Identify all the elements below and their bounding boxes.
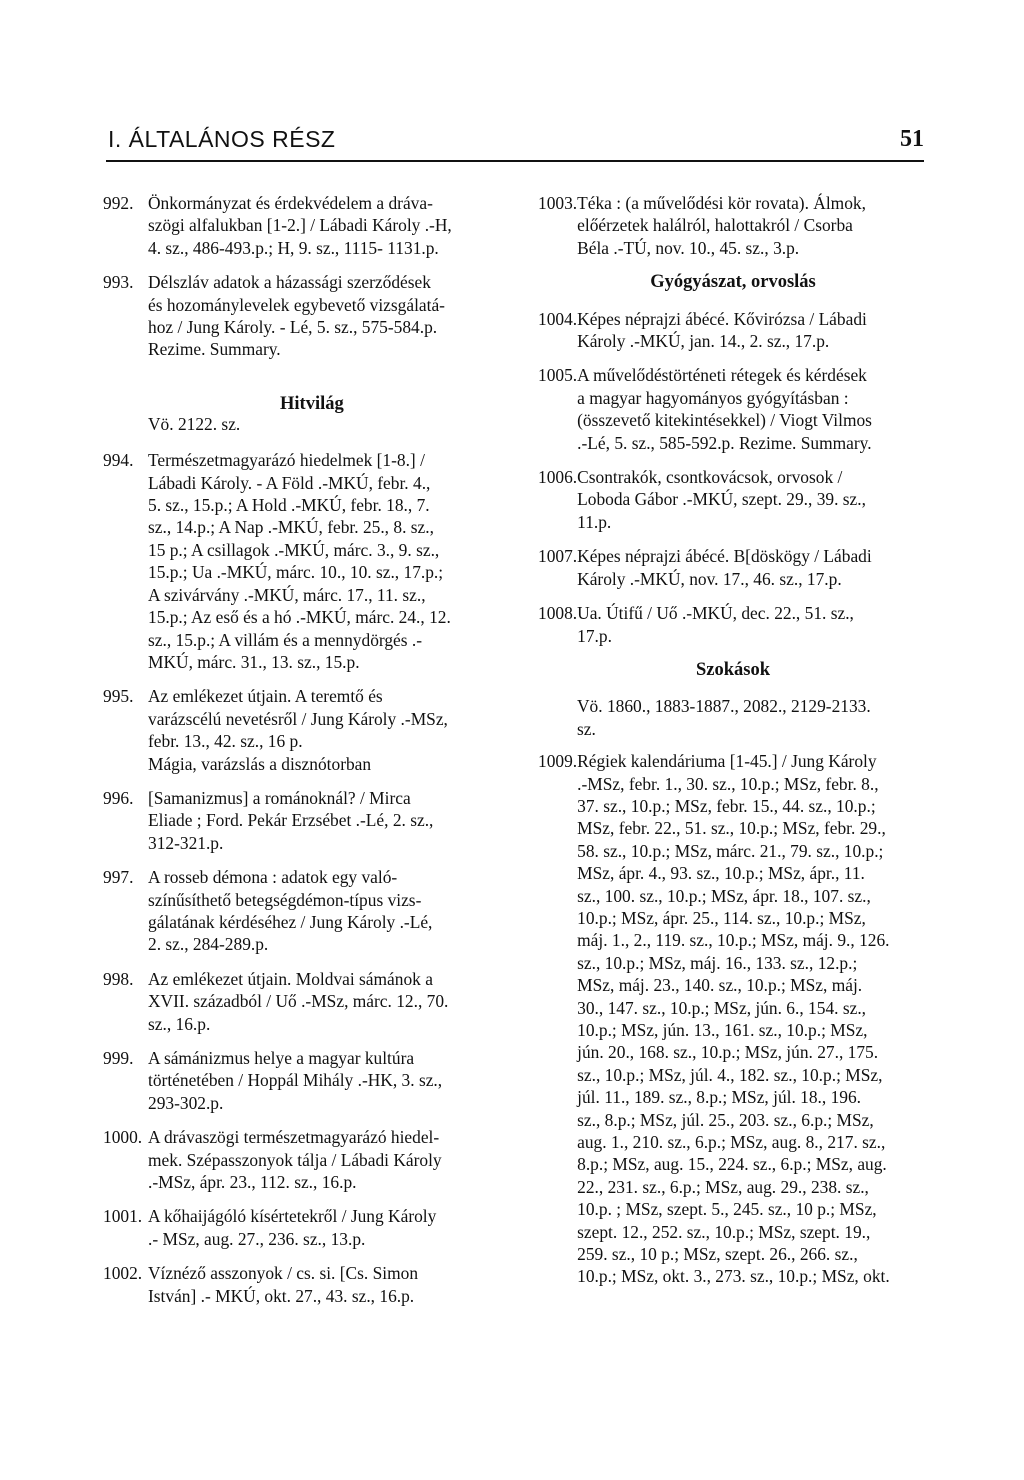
entry-number: 995. xyxy=(103,686,134,707)
entry-line: 22., 231. sz., 6.p.; MSz, aug. 29., 238. sz., xyxy=(577,1176,869,1197)
entry-line: sz., 100. sz., 10.p.; MSz, ápr. 18., 107. sz., xyxy=(577,885,871,906)
entry-number: 994. xyxy=(103,450,134,471)
entry-line: júl. 11., 189. sz., 8.p.; MSz, júl. 18., 196. xyxy=(577,1087,862,1108)
entry-number: 1001. xyxy=(103,1206,143,1227)
entry-line: 15.p.; Ua .-MKÚ, márc. 10., 10. sz., 17.p.; xyxy=(148,562,444,583)
entry-line: Képes néprajzi ábécé. B[döskögy / Lábadi xyxy=(577,546,872,567)
entry-number: 1005. xyxy=(538,365,578,386)
entry-1000 xyxy=(103,1126,511,1193)
entry-line: Régiek kalendáriuma [1-45.] / Jung Károly xyxy=(577,751,877,772)
entry-text xyxy=(148,685,511,775)
entry-line: Eliade ; Ford. Pekár Erzsébet .-Lé, 2. sz., xyxy=(148,810,434,831)
entry-line: XVII. századból / Uő .-MSz, márc. 12., 70. xyxy=(148,991,449,1012)
entry-995 xyxy=(103,685,511,775)
right-column xyxy=(538,192,928,1300)
entry-text xyxy=(148,449,511,673)
entry-line: 312-321.p. xyxy=(148,832,224,853)
entry-number: 998. xyxy=(103,968,134,989)
left-column xyxy=(103,192,511,1319)
entry-text xyxy=(148,192,511,259)
entry-1006 xyxy=(538,466,928,533)
entry-text xyxy=(577,602,928,647)
entry-line: MKÚ, márc. 31., 13. sz., 15.p. xyxy=(148,651,360,672)
entry-text xyxy=(577,545,928,590)
entry-line: Lábadi Károly. - A Föld .-MKÚ, febr. 4., xyxy=(148,472,431,493)
entry-line: 293-302.p. xyxy=(148,1092,224,1113)
entry-1001 xyxy=(103,1205,511,1250)
entry-line: 5. sz., 15.p.; A Hold .-MKÚ, febr. 18., 7. xyxy=(148,495,430,516)
entry-line: (összevető kitekintésekkel) / Viogt Vilmos xyxy=(577,410,872,431)
entry-text xyxy=(148,271,511,361)
entry-text xyxy=(577,364,928,454)
entry-line: Téka : (a művelődési kör rovata). Álmok, xyxy=(577,193,866,213)
entry-line: .-MSz, ápr. 23., 112. sz., 16.p. xyxy=(148,1172,357,1193)
entry-line: színűsíthető betegségdémon-típus vizs- xyxy=(148,889,422,910)
entry-line: .-Lé, 5. sz., 585-592.p. Rezime. Summary. xyxy=(577,432,872,453)
entry-line: Víznéző asszonyok / cs. si. [Cs. Simon xyxy=(148,1263,419,1284)
section-title: I. ÁLTALÁNOS RÉSZ xyxy=(108,126,336,152)
entry-1003 xyxy=(538,192,928,259)
cross-reference-line: Vö. 1860., 1883-1887., 2082., 2129-2133. xyxy=(577,696,871,717)
entry-line: sz., 8.p.; MSz, júl. 25., 203. sz., 6.p.; MSz, xyxy=(577,1109,874,1130)
entry-line: 15.p.; Az eső és a hó .-MKÚ, márc. 24., 12. xyxy=(148,607,451,628)
entry-line: Mágia, varázslás a disznótorban xyxy=(148,753,372,774)
cross-reference-line: sz. xyxy=(577,718,596,739)
entry-number: 1009. xyxy=(538,751,578,772)
entry-line: sz., 14.p.; A Nap .-MKÚ, febr. 25., 8. sz., xyxy=(148,517,434,538)
entry-text xyxy=(577,466,928,533)
entry-999 xyxy=(103,1047,511,1114)
entry-line: 37. sz., 10.p.; MSz, febr. 15., 44. sz., 10.p.; xyxy=(577,795,876,816)
entry-line: Délszláv adatok a házassági szerződések xyxy=(148,272,431,293)
entry-line: MSz, ápr. 4., 93. sz., 10.p.; MSz, ápr., 11. xyxy=(577,863,865,884)
section-heading-szokasok: Szokások xyxy=(695,659,771,680)
entry-number: 992. xyxy=(103,193,134,213)
entry-line: Károly .-MKÚ, nov. 17., 46. sz., 17.p. xyxy=(577,568,842,589)
entry-1007 xyxy=(538,545,928,590)
entry-line: Az emlékezet útjain. A teremtő és xyxy=(148,686,383,707)
entry-text xyxy=(148,1262,511,1307)
entry-line: Rezime. Summary. xyxy=(148,339,281,360)
cross-reference xyxy=(538,695,928,740)
entry-1002 xyxy=(103,1262,511,1307)
entry-number: 1006. xyxy=(538,467,578,488)
entry-text xyxy=(577,308,928,353)
entry-line: Loboda Gábor .-MKÚ, szept. 29., 39. sz., xyxy=(577,489,866,510)
entry-line: Ua. Útifű / Uő .-MKÚ, dec. 22., 51. sz., xyxy=(577,603,854,624)
entry-line: febr. 13., 42. sz., 16 p. xyxy=(148,731,303,752)
section-heading-hitvilag: Hitvilág xyxy=(280,394,344,414)
entry-line: gálatának kérdéséhez / Jung Károly .-Lé, xyxy=(148,911,433,932)
page-number: 51 xyxy=(900,126,924,152)
entry-number: 993. xyxy=(103,272,134,293)
entry-number: 999. xyxy=(103,1048,134,1068)
entry-line: A szivárvány .-MKÚ, márc. 17., 11. sz., xyxy=(148,584,426,605)
entry-line: .- MSz, aug. 27., 236. sz., 13.p. xyxy=(148,1228,366,1249)
entry-line: 4. sz., 486-493.p.; H, 9. sz., 1115- 1131.p. xyxy=(148,237,439,258)
entry-text xyxy=(148,866,511,956)
entry-992 xyxy=(103,192,511,259)
section-heading-gyogyaszat: Gyógyászat, orvoslás xyxy=(650,272,816,293)
entry-line: máj. 1., 2., 119. sz., 10.p.; MSz, máj. 9., 126. xyxy=(577,930,890,951)
entry-text xyxy=(148,1047,511,1114)
entry-text xyxy=(148,787,511,854)
entry-number: 1003. xyxy=(538,193,578,213)
page-header xyxy=(108,126,924,162)
entry-line: 10.p.; MSz, jún. 13., 161. sz., 10.p.; MSz, xyxy=(577,1020,868,1040)
entry-text xyxy=(577,192,928,259)
entry-line: szögi alfalukban [1-2.] / Lábadi Károly .-H, xyxy=(148,215,452,236)
entry-line: 17.p. xyxy=(577,625,612,646)
entry-line: varázscélú nevetésről / Jung Károly .-MSz, xyxy=(148,708,448,729)
entry-line: A drávaszögi természetmagyarázó hiedel- xyxy=(148,1127,440,1148)
entry-993 xyxy=(103,271,511,361)
entry-1009 xyxy=(538,750,928,1288)
entry-line: történetében / Hoppál Mihály .-HK, 3. sz., xyxy=(148,1070,443,1091)
entry-line: István] .- MKÚ, okt. 27., 43. sz., 16.p. xyxy=(148,1285,415,1306)
entry-line: mek. Szépasszonyok tálja / Lábadi Károly xyxy=(148,1149,442,1170)
entry-line: sz., 15.p.; A villám és a mennydörgés .- xyxy=(148,629,423,650)
entry-line: [Samanizmus] a románoknál? / Mirca xyxy=(148,787,411,808)
entry-line: Károly .-MKÚ, jan. 14., 2. sz., 17.p. xyxy=(577,331,830,352)
entry-line: Csontrakók, csontkovácsok, orvosok / xyxy=(577,467,843,488)
entry-996 xyxy=(103,787,511,854)
entry-line: hoz / Jung Károly. - Lé, 5. sz., 575-584.p. xyxy=(148,317,438,338)
entry-line: aug. 1., 210. sz., 6.p.; MSz, aug. 8., 217. sz., xyxy=(577,1132,886,1153)
entry-line: 8.p.; MSz, aug. 15., 224. sz., 6.p.; MSz, aug. xyxy=(577,1154,887,1175)
entry-line: 15 p.; A csillagok .-MKÚ, márc. 3., 9. sz., xyxy=(148,539,440,560)
entry-994 xyxy=(103,449,511,673)
cross-reference: Vö. 2122. sz. xyxy=(148,413,241,434)
entry-line: Természetmagyarázó hiedelmek [1-8.] / xyxy=(148,450,425,471)
entry-number: 996. xyxy=(103,787,134,808)
entry-number: 1000. xyxy=(103,1127,143,1148)
entry-line: 10.p. ; MSz, szept. 5., 245. sz., 10 p.; MSz, xyxy=(577,1199,877,1220)
entry-line: 11.p. xyxy=(577,511,612,532)
entry-number: 1008. xyxy=(538,603,578,624)
entry-line: szept. 12., 252. sz., 10.p.; MSz, szept. 19., xyxy=(577,1221,871,1242)
entry-text xyxy=(148,968,511,1035)
entry-997 xyxy=(103,866,511,956)
entry-line: sz., 16.p. xyxy=(148,1013,211,1034)
entry-line: 10.p.; MSz, okt. 3., 273. sz., 10.p.; MSz, okt. xyxy=(577,1266,890,1287)
entry-998 xyxy=(103,968,511,1035)
entry-line: A sámánizmus helye a magyar kultúra xyxy=(148,1048,415,1068)
entry-line: sz., 10.p.; MSz, máj. 16., 133. sz., 12.p.; xyxy=(577,952,858,973)
entry-line: A kőhaijágóló kísértetekről / Jung Károly xyxy=(148,1206,437,1227)
entry-line: MSz, febr. 22., 51. sz., 10.p.; MSz, febr. 29., xyxy=(577,818,886,839)
entry-line: és hozománylevelek egybevető vizsgálatá- xyxy=(148,294,445,315)
entry-line: 58. sz., 10.p.; MSz, márc. 21., 79. sz., 10.p.; xyxy=(577,840,884,861)
entry-line: Béla .-TÚ, nov. 10., 45. sz., 3.p. xyxy=(577,237,800,258)
entry-line: Képes néprajzi ábécé. Kővirózsa / Lábadi xyxy=(577,308,867,329)
entry-line: 10.p.; MSz, ápr. 25., 114. sz., 10.p.; MSz, xyxy=(577,907,866,928)
header-rule xyxy=(106,160,924,162)
entry-line: előérzetek halálról, halottakról / Csorba xyxy=(577,215,853,236)
entry-number: 1004. xyxy=(538,308,578,329)
entry-number: 1002. xyxy=(103,1263,143,1284)
entry-text xyxy=(148,1205,511,1250)
entry-line: 259. sz., 10 p.; MSz, szept. 26., 266. sz., xyxy=(577,1244,858,1265)
entry-text xyxy=(577,750,928,1288)
entry-number: 1007. xyxy=(538,546,578,567)
entry-line: Az emlékezet útjain. Moldvai sámánok a xyxy=(148,968,433,989)
entry-line: 2. sz., 284-289.p. xyxy=(148,934,269,955)
entry-1008 xyxy=(538,602,928,647)
entry-line: sz., 10.p.; MSz, júl. 4., 182. sz., 10.p.; MSz, xyxy=(577,1064,883,1085)
entry-line: MSz, máj. 23., 140. sz., 10.p.; MSz, máj. xyxy=(577,975,863,996)
entry-text xyxy=(148,1126,511,1193)
entry-line: 30., 147. sz., 10.p.; MSz, jún. 6., 154. sz., xyxy=(577,997,867,1018)
entry-number: 997. xyxy=(103,867,134,888)
entry-line: .-MSz, febr. 1., 30. sz., 10.p.; MSz, febr. 8., xyxy=(577,773,879,794)
entry-line: A rosseb démona : adatok egy való- xyxy=(148,867,398,888)
entry-line: jún. 20., 168. sz., 10.p.; MSz, jún. 27., 175. xyxy=(577,1042,879,1063)
entry-1004 xyxy=(538,308,928,353)
entry-line: A művelődéstörténeti rétegek és kérdések xyxy=(577,365,867,386)
entry-line: Önkormányzat és érdekvédelem a dráva- xyxy=(148,193,433,213)
entry-1005 xyxy=(538,364,928,454)
entry-line: a magyar hagyományos gyógyításban : xyxy=(577,387,849,408)
